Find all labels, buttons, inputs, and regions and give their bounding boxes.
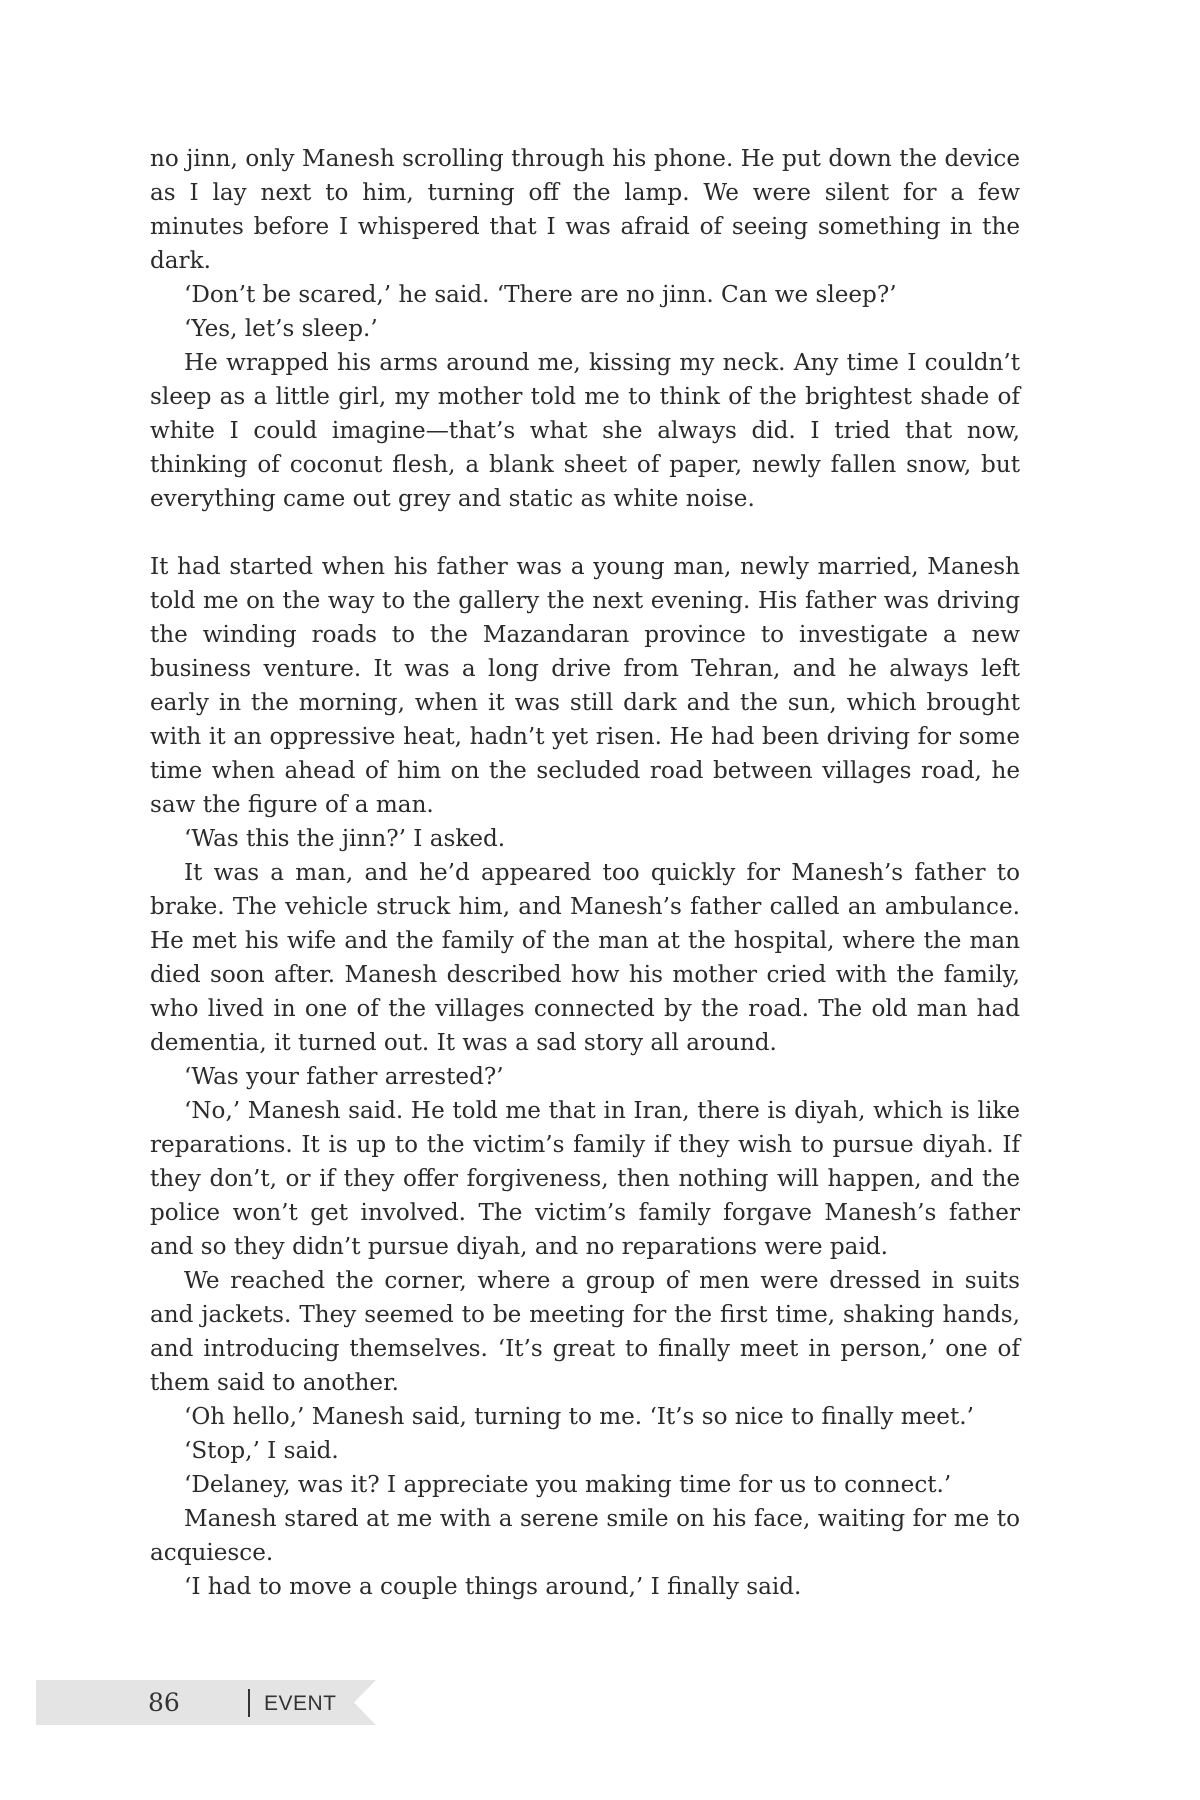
paragraph: Manesh stared at me with a serene smile on his face, waiting for me to acquiesce. (150, 1506, 1020, 1566)
running-head: EVENT (264, 1692, 337, 1715)
paragraph: ‘Was this the jinn?’ I asked. (184, 826, 506, 852)
paragraph: ‘No,’ Manesh said. He told me that in Iran, there is diyah, which is like reparations. It is up to the victim’s family if they wish to pursue diyah. If they don’t, or if they offer forgiveness, then nothing will happen, and the police won’t get involved. The victim’s family forgave Manesh’s father and so they didn’t pursue diyah, and no reparations were paid. (150, 1098, 1020, 1260)
paragraph: ‘Stop,’ I said. (184, 1438, 339, 1464)
paragraph: ‘Don’t be scared,’ he said. ‘There are no jinn. Can we sleep?’ (184, 282, 897, 308)
paragraph: ‘Oh hello,’ Manesh said, turning to me. ‘It’s so nice to finally meet.’ (184, 1404, 974, 1430)
paragraph: He wrapped his arms around me, kissing my neck. Any time I couldn’t sleep as a little girl, my mother told me to think of the brightest shade of white I could imagine—that’s what she always did. I tried that now, thinking of coconut flesh, a blank sheet of paper, newly fallen snow, but everything came out grey and static as white noise. (150, 350, 1020, 512)
footer-divider (248, 1689, 250, 1717)
page-footer (36, 1680, 376, 1725)
paragraph: It was a man, and he’d appeared too quickly for Manesh’s father to brake. The vehicle struck him, and Manesh’s father called an ambulance. He met his wife and the family of the man at the hospital, where the man died soon after. Manesh described how his mother cried with the family, who lived in one of the villages connected by the road. The old man had dementia, it turned out. It was a sad story all around. (150, 860, 1020, 1056)
paragraph: ‘Yes, let’s sleep.’ (184, 316, 378, 342)
paragraph: It had started when his father was a young man, newly married, Manesh told me on the way to the gallery the next evening. His father was driving the winding roads to the Mazandaran province to investigate a new business venture. It was a long drive from Tehran, and he always left early in the morning, when it was still dark and the sun, which brought with it an oppressive heat, hadn’t yet risen. He had been driving for some time when ahead of him on the secluded road between villages road, he saw the figure of a man. (150, 554, 1020, 818)
paragraph: ‘Was your father arrested?’ (184, 1064, 504, 1090)
section-break (150, 516, 1020, 550)
paragraph: We reached the corner, where a group of men were dressed in suits and jackets. They seemed to be meeting for the first time, shaking hands, and introducing themselves. ‘It’s great to finally meet in person,’ one of them said to another. (150, 1268, 1020, 1396)
page-number: 86 (148, 1688, 180, 1717)
paragraph: ‘Delaney, was it? I appreciate you making time for us to connect.’ (184, 1472, 952, 1498)
body-text (150, 142, 1020, 1604)
paragraph: no jinn, only Manesh scrolling through his phone. He put down the device as I lay next to him, turning off the lamp. We were silent for a few minutes before I whispered that I was afraid of seeing something in the dark. (150, 146, 1020, 274)
paragraph: ‘I had to move a couple things around,’ I finally said. (184, 1574, 802, 1600)
